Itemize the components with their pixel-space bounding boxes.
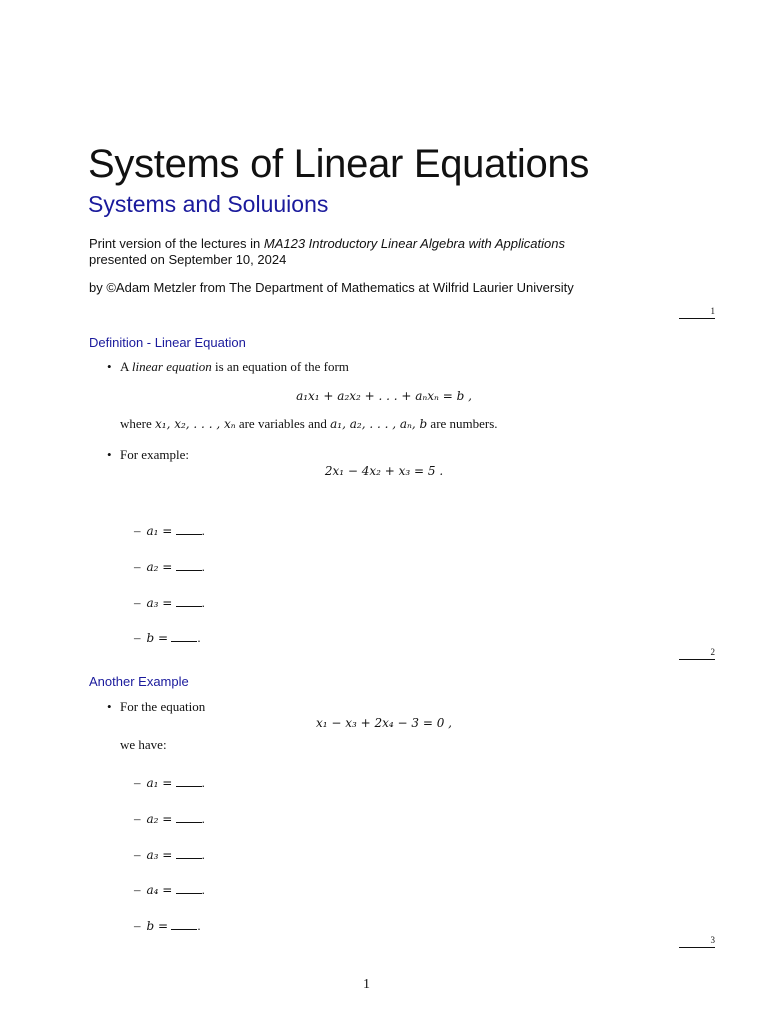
blank-item: – a₁ = . xyxy=(134,775,205,790)
presentation-date: presented on September 10, 2024 xyxy=(89,252,287,267)
equation-intro: For the equation xyxy=(120,699,206,714)
where-mid: are variables and xyxy=(235,416,331,431)
general-linear-equation: a₁x₁ + a₂x₂ + . . . + aₙxₙ = b , xyxy=(296,389,472,403)
item-label: a₄ = xyxy=(146,883,173,897)
page-number: 1 xyxy=(363,977,370,992)
where-post: are numbers. xyxy=(427,416,498,431)
answer-blank xyxy=(176,848,202,859)
item-label: a₂ = xyxy=(146,560,173,574)
blank-item: – a₃ = . xyxy=(134,847,205,862)
definition-text xyxy=(120,359,349,375)
answer-blank xyxy=(176,776,202,787)
variables-list: x₁, x₂, . . . , xₙ xyxy=(155,417,236,431)
coefficients-list: a₁, a₂, . . . , aₙ, b xyxy=(330,417,428,431)
we-have-text: we have: xyxy=(120,737,167,752)
blank-item: – a₃ = . xyxy=(134,595,205,610)
answer-blank xyxy=(176,883,202,894)
section-heading-definition: Definition - Linear Equation xyxy=(89,335,246,350)
bullet: • xyxy=(107,359,112,374)
answer-blank xyxy=(176,524,202,535)
bullet: • xyxy=(107,447,112,462)
item-label: a₃ = xyxy=(146,848,173,862)
lecture-info-prefix: Print version of the lectures in xyxy=(89,236,264,251)
definition-post: is an equation of the form xyxy=(211,359,349,374)
blank-item: – a₁ = . xyxy=(134,523,205,538)
where-pre: where xyxy=(120,416,156,431)
slide-mark-1: 1 xyxy=(679,306,715,319)
slide-mark-2: 2 xyxy=(679,647,715,660)
blank-item: – a₂ = . xyxy=(134,559,205,574)
item-label: a₁ = xyxy=(146,524,173,538)
blank-item: – a₂ = . xyxy=(134,811,205,826)
answer-blank xyxy=(176,596,202,607)
answer-blank xyxy=(171,919,197,930)
document-title: Systems of Linear Equations xyxy=(88,142,590,186)
example-equation: 2x₁ − 4x₂ + x₃ = 5 . xyxy=(324,464,444,478)
blank-item: – b = . xyxy=(134,918,201,933)
course-name: MA123 Introductory Linear Algebra with Applications xyxy=(263,236,565,251)
where-text xyxy=(120,416,498,432)
example-label: For example: xyxy=(120,447,189,462)
answer-blank xyxy=(171,631,197,642)
document-subtitle: Systems and Soluuions xyxy=(88,191,329,217)
item-label: b = xyxy=(146,631,169,645)
blank-item: – a₄ = . xyxy=(134,882,205,897)
bullet: • xyxy=(107,699,112,714)
example-equation-2: x₁ − x₃ + 2x₄ − 3 = 0 , xyxy=(315,716,452,730)
blank-item: – b = . xyxy=(134,630,201,645)
item-label: a₁ = xyxy=(146,776,173,790)
definition-pre: A xyxy=(120,359,132,374)
answer-blank xyxy=(176,812,202,823)
answer-blank xyxy=(176,560,202,571)
section-heading-another-example: Another Example xyxy=(89,674,189,689)
definition-term: linear equation xyxy=(131,359,212,374)
item-label: b = xyxy=(146,919,169,933)
lecture-info xyxy=(89,236,565,268)
item-label: a₂ = xyxy=(146,812,173,826)
slide-mark-3: 3 xyxy=(679,935,715,948)
item-label: a₃ = xyxy=(146,596,173,610)
author-byline: by ©Adam Metzler from The Department of Mathematics at Wilfrid Laurier University xyxy=(89,280,574,295)
